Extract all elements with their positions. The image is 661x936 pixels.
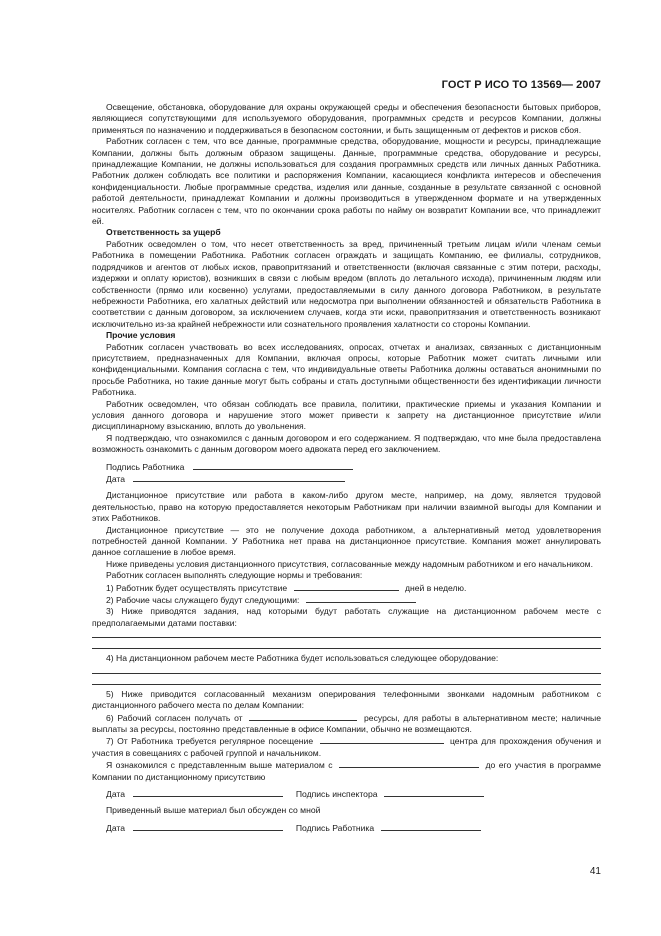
date-line (92, 473, 601, 485)
signature-blank[interactable] (384, 788, 484, 797)
signature-blank[interactable] (381, 822, 481, 831)
paragraph: Работник согласен выполнять следующие нормы и требования: (106, 570, 363, 581)
signature-line (92, 461, 601, 473)
condition-text: 7) От Работника требуется регулярное посещение (106, 736, 314, 747)
signature-label: Подпись Работника (106, 461, 185, 472)
condition-text: ресурсы, для работы в альтернативном месте; наличные выплаты за ресурсы, постоянно представленные в офисе Компании, обычно не возмещаются. (92, 712, 601, 734)
paragraph: Освещение, обстановка, оборудование для охраны окружающей среды и обеспечения безопасности бытовых приборов, являющиеся сопутствующими для используемого оборудования, программных средств и ресурсов Компании, должны применяться по назначению и поддерживаться в безопасном состоянии, и быть защищенным от дефектов и рисков сбоя. (92, 102, 601, 135)
condition-item-3: 3) Ниже приводятся задания, над которыми будут работать служащие на дистанционном рабочем месте с предполагаемыми датами поставки: (92, 606, 601, 628)
condition-item-2 (92, 594, 601, 606)
paragraph: Дистанционное присутствие — это не получение дохода работником, а альтернативный метод удовлетворения потребностей данной Компании. У Работника нет права на дистанционное присутствие. Компания может аннулировать данное соглашение в любое время. (92, 524, 601, 558)
section-heading: Ответственность за ущерб (106, 227, 221, 238)
paragraph: Ниже приведены условия дистанционного присутствия, согласованные между надомным работником и его начальником. (106, 558, 593, 569)
days-blank[interactable] (294, 582, 399, 591)
section-heading: Прочие условия (106, 330, 176, 341)
paragraph-text: Приведенный выше материал был обсужден со мной (106, 805, 321, 816)
signature-label: Подпись инспектора (295, 788, 378, 799)
date-blank[interactable] (133, 788, 283, 797)
inspector-signature-line (92, 788, 601, 800)
paragraph: Дистанционное присутствие или работа в каком-либо другом месте, например, на дому, является трудовой деятельностью, право на которую предоставляется некоторым Работникам при наличии взаимной выгоды для Компании и этих Работников. (92, 490, 601, 524)
worker-signature-line (92, 822, 601, 834)
answer-blank[interactable] (92, 631, 601, 638)
paragraph: Работник согласен с тем, что все данные, программные средства, оборудование, мощности и ресурсы, принадлежащие Компании, должны быть должным образом защищены. Данные, программные средства, оборудование и ресурсы, принадлежащие Компании, не должны использоваться для создания программных средств или личных данных Работника. Работник должен соблюдать все политики и распоряжения Компании, касающиеся конфликта интересов и обеспечения конфиденциальности. Любые программные средства, изделия или данные, созданные в результате связанной с основной работой деятельности, принадлежат Компании и должны производиться в утвержденном формате и на утвержденных носителях. Работник согласен с тем, что по окончании срока работы по найму он возвратит Компании все, что принадлежит ей. (92, 136, 601, 227)
paragraph-text: до его участия в программе Компании по дистанционному присутствию (92, 760, 602, 782)
resource-source-blank[interactable] (249, 712, 357, 721)
signature-label: Подпись Работника (295, 822, 375, 833)
page-header: ГОСТ Р ИСО ТО 13569— 2007 (441, 79, 601, 91)
acquaintance-blank[interactable] (339, 759, 479, 768)
answer-blank[interactable] (92, 667, 601, 674)
condition-item-5: 5) Ниже приводится согласованный механизм оперирования телефонными звонками надомным работником с дистанционного рабочего места по делам Компании: (92, 688, 601, 711)
date-label: Дата (106, 788, 126, 799)
paragraph: Я подтверждаю, что ознакомился с данным договором и его содержанием. Я подтверждаю, что мне была предоставлена возможность ознакомить с данным договором моего адвоката перед его заключением. (92, 432, 601, 455)
paragraph: Работник осведомлен, что обязан соблюдать все правила, политики, практические приемы и указания Компании и условия данного договора и нарушение этого может привести к запрету на дистанционное присутствие и/или дисциплинарному взысканию, вплоть до увольнения. (92, 398, 601, 432)
condition-text: дней в неделю. (405, 582, 467, 593)
date-blank[interactable] (133, 473, 345, 482)
condition-text: 6) Рабочий согласен получать от (106, 712, 243, 723)
answer-blank[interactable] (92, 642, 601, 649)
condition-item-4: 4) На дистанционном рабочем месте Работника будет использоваться следующее оборудование: (106, 653, 499, 664)
condition-item-6 (92, 712, 601, 736)
date-label: Дата (106, 474, 126, 484)
paragraph-text: Я ознакомился с представленным выше материалом с (106, 760, 333, 771)
condition-item-1 (92, 582, 601, 594)
date-blank[interactable] (133, 822, 283, 831)
answer-blank[interactable] (92, 678, 601, 685)
date-label: Дата (106, 822, 126, 833)
paragraph: Работник согласен участвовать во всех исследованиях, опросах, отчетах и анализах, связанных с дистанционным присутствием, предназначенных для Компании, включая опросы, которые Работник может считать личными или конфиденциальными. Компания согласна с тем, что индивидуальные ответы Работника должны оставаться анонимными по просьбе Работника, но такие данные могут быть собраны и стать доступными общественности без идентификации личности Работника. (92, 341, 601, 398)
paragraph: Работник осведомлен о том, что несет ответственность за вред, причиненный третьим лицам и/или членам семьи Работника в помещении Работника. Работник согласен ограждать и защищать Компанию, ее филиалы, сотрудников, подрядчиков и агентов от любых исков, правопритязаний и ответственности (включая связанные с этим потери, расходы, издержки и оплату юристов), возникших в связи с любым вредом (вплоть до летального исхода), причиненным людям или собственности (прямо или косвенно) услугами, предоставляемыми в силу данного договора Работником, в результате небрежности Работника, его халатных действий или недосмотра при выполнении обязанностей и обязательств Работника в соответствии с данным договором, за исключением случаев, когда эти иски, правопритязания и ответственность возникают исключительно из-за крайней небрежности или сознательного проявления халатности со стороны Компании. (92, 238, 601, 329)
signature-blank[interactable] (193, 461, 353, 470)
condition-text: центра для прохождения обучения и участия в совещаниях с рабочей группой и начальником. (92, 736, 602, 758)
page-number: 41 (589, 866, 601, 877)
hours-blank[interactable] (306, 594, 416, 603)
condition-item-7 (92, 735, 601, 759)
condition-text: 2) Рабочие часы служащего будут следующими: (106, 595, 300, 606)
condition-text: 1) Работник будет осуществлять присутствие (106, 582, 288, 593)
center-blank[interactable] (320, 735, 444, 744)
paragraph (92, 759, 601, 783)
document-body (92, 102, 601, 834)
discussion-line (92, 805, 601, 816)
